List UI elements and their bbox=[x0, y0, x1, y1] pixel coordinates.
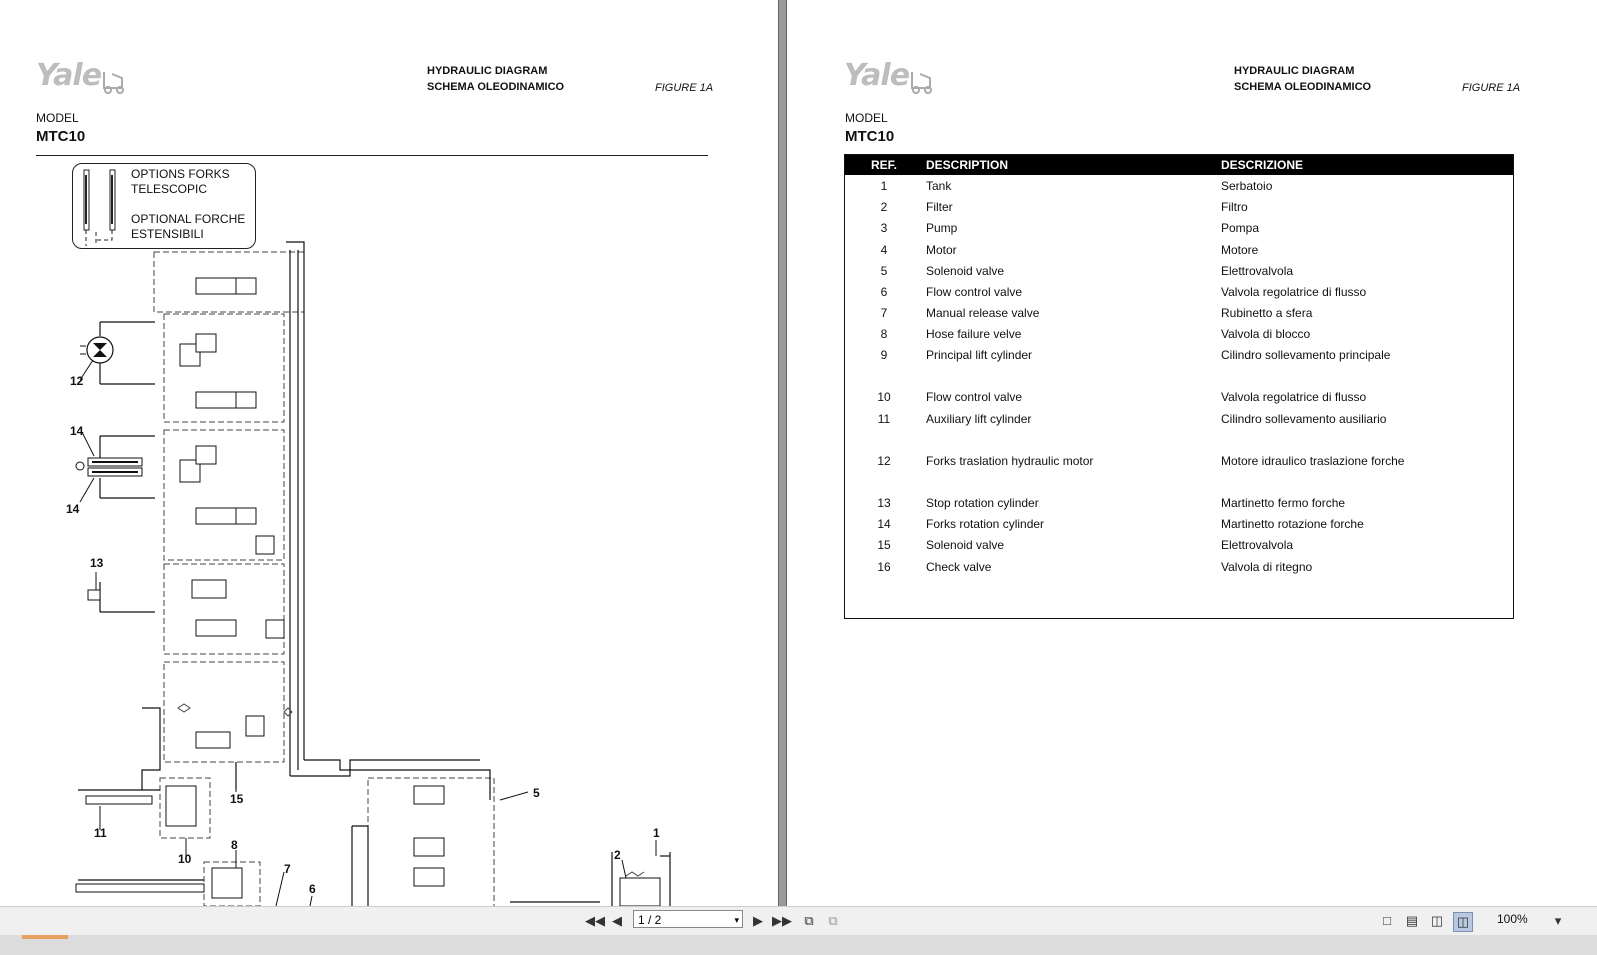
options-line: ESTENSIBILI bbox=[131, 227, 204, 241]
header-descrizione: DESCRIZIONE bbox=[1221, 158, 1304, 172]
row-ref: 14 bbox=[877, 517, 891, 531]
page-copy-button[interactable] bbox=[824, 912, 842, 930]
pdf-page-left bbox=[0, 0, 778, 922]
row-ref: 16 bbox=[877, 560, 891, 574]
header-description: DESCRIPTION bbox=[926, 158, 1009, 172]
table-row bbox=[845, 177, 1513, 197]
last-page-button[interactable] bbox=[772, 912, 790, 930]
header-italian: SCHEMA OLEODINAMICO bbox=[1234, 81, 1372, 93]
row-descrizione: Valvola regolatrice di flusso bbox=[1221, 285, 1367, 299]
row-descrizione: Valvola regolatrice di flusso bbox=[1221, 390, 1367, 404]
row-description: Forks traslation hydraulic motor bbox=[926, 454, 1094, 468]
taskbar-indicator bbox=[22, 935, 68, 939]
header-rule bbox=[36, 155, 708, 156]
callout-label: 14 bbox=[66, 502, 80, 516]
page-rotate-icon: ⧉ bbox=[804, 913, 814, 928]
yale-logo: Yale bbox=[844, 58, 910, 93]
row-ref: 2 bbox=[880, 200, 888, 214]
chevron-down-icon: ▾ bbox=[734, 915, 739, 925]
callout-label: 11 bbox=[94, 826, 107, 840]
row-descrizione: Motore idraulico traslazione forche bbox=[1221, 454, 1405, 468]
table-row bbox=[845, 494, 1513, 514]
row-descrizione: Elettrovalvola bbox=[1221, 264, 1294, 278]
status-bar bbox=[0, 935, 1597, 955]
table-row bbox=[845, 410, 1513, 430]
model-value: MTC10 bbox=[845, 128, 895, 145]
table-row bbox=[845, 304, 1513, 324]
row-ref: 8 bbox=[880, 327, 888, 341]
table-header bbox=[845, 155, 1513, 175]
row-description: Forks rotation cylinder bbox=[926, 517, 1045, 531]
row-description: Manual release valve bbox=[926, 306, 1040, 320]
row-description: Stop rotation cylinder bbox=[926, 496, 1039, 510]
options-line: OPTIONS FORKS bbox=[131, 167, 230, 181]
page-number-input[interactable] bbox=[633, 910, 743, 928]
table-row bbox=[845, 262, 1513, 282]
facing-continuous-view-button[interactable] bbox=[1453, 912, 1473, 932]
row-description: Solenoid valve bbox=[926, 264, 1005, 278]
page-copy-icon: ⧉ bbox=[828, 913, 838, 928]
parts-table bbox=[844, 154, 1514, 619]
previous-page-button[interactable] bbox=[608, 912, 626, 930]
row-description: Filter bbox=[926, 200, 953, 214]
continuous-view-button[interactable] bbox=[1403, 912, 1421, 930]
rotate-view-button[interactable] bbox=[800, 912, 818, 930]
table-row bbox=[845, 198, 1513, 218]
row-description: Solenoid valve bbox=[926, 538, 1005, 552]
page-number-value: 1 / 2 bbox=[638, 913, 662, 927]
row-ref: 4 bbox=[880, 243, 888, 257]
callout-label: 15 bbox=[230, 792, 244, 806]
chevron-down-icon: ▾ bbox=[1554, 913, 1562, 928]
row-descrizione: Valvola di ritegno bbox=[1221, 560, 1313, 574]
row-description: Check valve bbox=[926, 560, 992, 574]
row-ref: 12 bbox=[877, 454, 891, 468]
table-row bbox=[845, 452, 1513, 472]
table-row bbox=[845, 219, 1513, 239]
row-descrizione: Pompa bbox=[1221, 221, 1260, 235]
triangle-right-icon: ▶ bbox=[753, 913, 763, 928]
model-label: MODEL bbox=[845, 111, 888, 125]
row-description: Pump bbox=[926, 221, 958, 235]
row-descrizione: Cilindro sollevamento ausiliario bbox=[1221, 412, 1387, 426]
table-row bbox=[845, 515, 1513, 535]
options-line: TELESCOPIC bbox=[131, 182, 208, 196]
row-descrizione: Serbatoio bbox=[1221, 179, 1273, 193]
table-row bbox=[845, 558, 1513, 578]
viewer-toolbar bbox=[0, 906, 1597, 936]
single-page-view-button[interactable] bbox=[1378, 912, 1396, 930]
row-description: Principal lift cylinder bbox=[926, 348, 1033, 362]
header-ref: REF. bbox=[870, 158, 897, 172]
header-english: HYDRAULIC DIAGRAM bbox=[1234, 65, 1355, 77]
header-italian: SCHEMA OLEODINAMICO bbox=[427, 81, 565, 93]
row-ref: 6 bbox=[880, 285, 888, 299]
row-descrizione: Cilindro sollevamento principale bbox=[1221, 348, 1391, 362]
options-line: OPTIONAL FORCHE bbox=[131, 212, 246, 226]
facing-view-button[interactable] bbox=[1428, 912, 1446, 930]
callout-label: 12 bbox=[70, 374, 84, 388]
header-english: HYDRAULIC DIAGRAM bbox=[427, 65, 548, 77]
row-ref: 13 bbox=[877, 496, 891, 510]
row-descrizione: Rubinetto a sfera bbox=[1221, 306, 1313, 320]
callout-label: 13 bbox=[90, 556, 104, 570]
row-ref: 1 bbox=[880, 179, 888, 193]
table-row bbox=[845, 283, 1513, 303]
header-title bbox=[1234, 63, 1371, 95]
facing-pages-icon: ◫ bbox=[1430, 913, 1444, 928]
row-descrizione: Elettrovalvola bbox=[1221, 538, 1294, 552]
row-descrizione: Martinetto rotazione forche bbox=[1221, 517, 1364, 531]
page-divider bbox=[778, 0, 787, 922]
figure-label: FIGURE 1A bbox=[1462, 82, 1521, 94]
skip-back-icon: ◀◀ bbox=[585, 913, 605, 928]
callout-label: 14 bbox=[70, 424, 84, 438]
row-ref: 9 bbox=[880, 348, 888, 362]
row-description: Flow control valve bbox=[926, 390, 1023, 404]
row-description: Hose failure velve bbox=[926, 327, 1022, 341]
table-row bbox=[845, 346, 1513, 366]
zoom-dropdown-button[interactable] bbox=[1549, 912, 1567, 930]
model-label: MODEL bbox=[36, 111, 79, 125]
callout-label: 5 bbox=[533, 786, 540, 800]
zoom-level[interactable]: 100% bbox=[1497, 912, 1528, 926]
row-descrizione: Motore bbox=[1221, 243, 1259, 257]
row-ref: 3 bbox=[880, 221, 888, 235]
callout-label: 6 bbox=[309, 882, 316, 896]
next-page-button[interactable] bbox=[749, 912, 767, 930]
row-descrizione: Valvola di blocco bbox=[1221, 327, 1311, 341]
row-description: Motor bbox=[926, 243, 957, 257]
table-row bbox=[845, 388, 1513, 408]
table-row bbox=[845, 325, 1513, 345]
header-title bbox=[427, 63, 564, 95]
row-description: Tank bbox=[926, 179, 952, 193]
continuous-page-icon: ▤ bbox=[1405, 913, 1419, 928]
row-ref: 5 bbox=[880, 264, 888, 278]
table-row bbox=[845, 536, 1513, 556]
first-page-button[interactable] bbox=[585, 912, 603, 930]
triangle-left-icon: ◀ bbox=[612, 913, 622, 928]
skip-forward-icon: ▶▶ bbox=[772, 913, 792, 928]
row-ref: 10 bbox=[877, 390, 891, 404]
row-ref: 11 bbox=[877, 412, 891, 426]
model-value: MTC10 bbox=[36, 128, 86, 145]
row-descrizione: Filtro bbox=[1221, 200, 1248, 214]
callout-label: 8 bbox=[231, 838, 238, 852]
row-descrizione: Martinetto fermo forche bbox=[1221, 496, 1346, 510]
options-text bbox=[131, 167, 245, 242]
hydraulic-diagram bbox=[0, 0, 778, 922]
callout-label: 2 bbox=[614, 848, 621, 862]
table-row bbox=[845, 241, 1513, 261]
callout-label: 10 bbox=[178, 852, 192, 866]
row-description: Flow control valve bbox=[926, 285, 1023, 299]
row-ref: 7 bbox=[880, 306, 888, 320]
row-description: Auxiliary lift cylinder bbox=[926, 412, 1032, 426]
yale-logo: Yale bbox=[36, 58, 102, 93]
callout-label: 7 bbox=[284, 862, 291, 876]
callout-label: 1 bbox=[653, 826, 660, 840]
single-page-icon: □ bbox=[1383, 913, 1391, 928]
figure-label: FIGURE 1A bbox=[655, 82, 714, 94]
facing-continuous-icon: ◫ bbox=[1456, 914, 1470, 929]
row-ref: 15 bbox=[877, 538, 891, 552]
